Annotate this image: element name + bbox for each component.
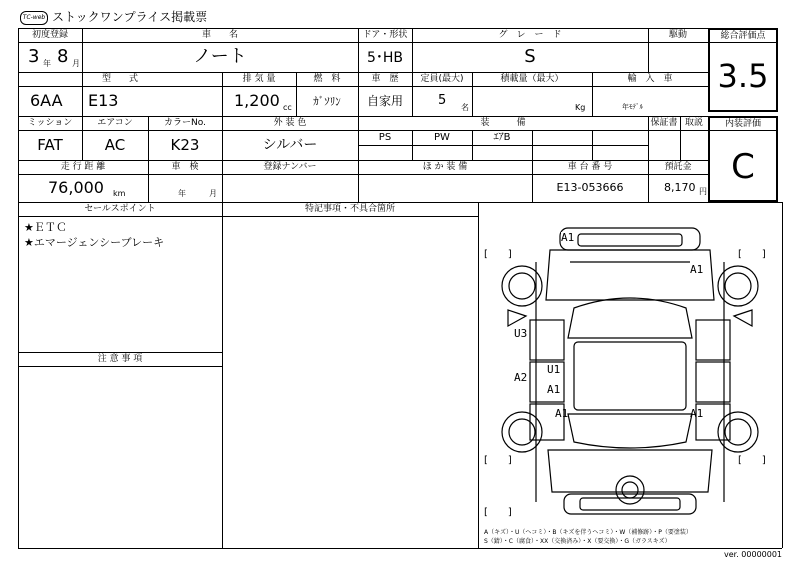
car-name-label: 車 名 — [201, 30, 238, 40]
capacity-label: 定員(最大) — [420, 74, 464, 84]
month-unit: 月 — [72, 59, 80, 68]
price-value: 8,170 — [664, 181, 696, 194]
displacement-unit: cc — [283, 103, 292, 112]
bracket-front-right: [ ] — [738, 249, 766, 260]
aircon-label: エアコン — [97, 118, 133, 128]
history-value: 自家用 — [366, 94, 403, 108]
color-no-value: K23 — [170, 136, 200, 154]
ext-color-label: 外 装 色 — [273, 118, 307, 128]
bracket-front-left: [ ] — [484, 249, 512, 260]
price-label: 預託金 — [664, 162, 692, 172]
mark-a1-right-rear: A1 — [690, 407, 704, 420]
inspection-label: 車 検 — [171, 162, 199, 172]
displacement-label: 排 気 量 — [242, 74, 276, 84]
mark-u1-left-door: U1 — [547, 363, 561, 376]
equip-1: PS — [378, 132, 392, 143]
fuel-value: ｶﾞｿﾘﾝ — [313, 95, 341, 108]
overall-score: 3.5 — [717, 57, 769, 95]
color-no-label: カラーNo. — [164, 118, 206, 128]
logo-text: TC-web — [22, 14, 46, 21]
interior-score-box — [708, 116, 778, 202]
overall-score-label: 総合評価点 — [710, 31, 776, 43]
capacity-unit: 名 — [461, 103, 469, 112]
caution-label: 注 意 事 項 — [97, 354, 143, 364]
page-title: ストックワンプライス掲載票 — [52, 10, 208, 24]
inspection-year-unit: 年 — [178, 189, 186, 198]
chassis-label: 車 台 番 号 — [567, 162, 613, 172]
mileage-value: 76,000 — [48, 178, 104, 197]
import-note: 年ﾓﾃﾞﾙ — [622, 103, 643, 111]
mark-a1-left-door: A1 — [547, 383, 561, 396]
equip-2: PW — [434, 132, 450, 143]
history-label: 車 歴 — [371, 74, 399, 84]
displacement-value: 1,200 — [234, 91, 280, 110]
color-value: シルバー — [262, 137, 318, 153]
sales-points-label: セールスポイント — [84, 204, 156, 214]
notes-label: 特記事項・不具合箇所 — [304, 204, 395, 214]
version-text: ver. 00000001 — [724, 550, 783, 559]
door-shape-label: ドア・形状 — [362, 30, 408, 40]
fuel-label: 燃 料 — [313, 74, 341, 84]
grade-value: S — [524, 46, 536, 67]
sales-point-2: ★エマージェンシーブレーキ — [24, 236, 165, 249]
load-label: 積載量（最大） — [500, 74, 564, 84]
legend-line-2: S（錆）・C（腐食）・XX（交換済み）・X（要交換）・G（ガラスキズ） — [484, 538, 671, 545]
first-reg-month: 8 — [57, 46, 69, 67]
overall-score-box — [708, 28, 778, 112]
plate-label: 登録ナンバー — [263, 162, 317, 172]
other-equip-label: ほ か 装 備 — [422, 162, 468, 172]
first-reg-label: 初度登録 — [31, 30, 68, 40]
manual-label: 取説 — [684, 118, 703, 128]
door-value: 5･HB — [366, 50, 404, 66]
mark-a2-left: A2 — [514, 371, 528, 384]
inspection-month-unit: 月 — [209, 189, 217, 198]
warranty-label: 保証書 — [650, 118, 678, 128]
mission-label: ミッション — [27, 118, 73, 128]
mark-u3-left: U3 — [514, 327, 528, 340]
mileage-unit: km — [113, 189, 126, 198]
price-unit: 円 — [699, 187, 707, 196]
legend-line-1: A（キズ）・U（ヘコミ）・B（キズを伴うヘコミ）・W（補修跡）・P（要塗装） — [484, 529, 692, 536]
interior-score-label: 内装評価 — [710, 119, 776, 131]
aircon-value: AC — [104, 136, 126, 154]
year-unit: 年 — [43, 59, 51, 68]
capacity-value: 5 — [438, 93, 447, 108]
model-code: 6AA — [30, 91, 63, 110]
equip-3: ｴｱB — [493, 132, 511, 143]
model-type: E13 — [88, 91, 119, 110]
equipment-label: 装 備 — [480, 118, 526, 128]
sales-point-1: ★ＥＴＣ — [24, 221, 67, 234]
chassis-value: E13-053666 — [556, 181, 624, 194]
first-reg-year: 3 — [28, 46, 40, 67]
mileage-label: 走 行 距 離 — [60, 162, 106, 172]
mark-a1-right-front: A1 — [690, 263, 704, 276]
model-label: 型 式 — [101, 74, 138, 84]
mark-a1-left-rear: A1 — [555, 407, 569, 420]
load-unit: Kg — [575, 103, 586, 112]
drive-label: 駆動 — [668, 30, 687, 40]
bracket-bottom: [ ] — [484, 507, 512, 518]
bracket-rear-left: [ ] — [484, 455, 512, 466]
import-label: 輸 入 車 — [627, 74, 673, 84]
car-name: ノート — [193, 46, 247, 67]
interior-score: C — [731, 147, 755, 187]
logo — [20, 11, 48, 25]
grade-label: グ レ ー ド — [498, 30, 562, 40]
mission-value: FAT — [37, 136, 63, 154]
mark-a1-front: A1 — [561, 231, 575, 244]
bracket-rear-right: [ ] — [738, 455, 766, 466]
